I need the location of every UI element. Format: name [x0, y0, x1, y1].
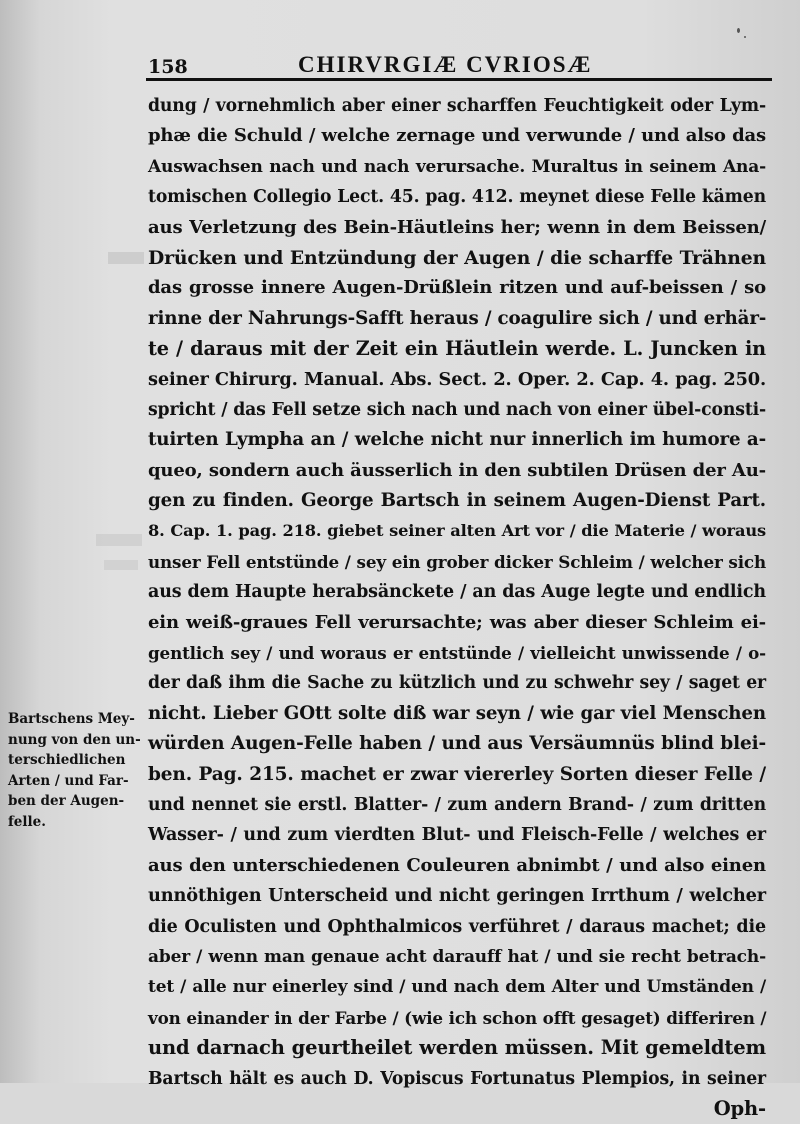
text-line: gen zu finden. George Bartsch in seinem Augen-Dienst Part. [148, 490, 766, 512]
text-line: unnöthigen Unterscheid und nicht geringen Irrthum / welcher [148, 885, 766, 907]
text-line: Bartsch hält es auch D. Vopiscus Fortunatus Plempios, in seiner [148, 1068, 766, 1089]
text-line: Oph- [713, 1096, 766, 1120]
marginal-note-line: Arten / und Far- [8, 772, 129, 789]
bleed-through-mark [104, 560, 138, 570]
body-text [148, 91, 766, 1124]
text-line: das grosse innere Augen-Drüßlein ritzen und auf-beissen / so [148, 277, 766, 299]
text-line: aus den unterschiedenen Couleuren abnimbt / und also einen [148, 854, 766, 876]
marginal-note-line: ben der Augen- [8, 793, 125, 810]
text-line: seiner Chirurg. Manual. Abs. Sect. 2. Oper. 2. Cap. 4. pag. 250. [148, 368, 766, 390]
ink-speck [737, 28, 740, 33]
text-line: dung / vornehmlich aber einer scharffen Feuchtigkeit oder Lym- [148, 96, 766, 116]
running-title: CHIRVRGIÆ CVRIOSÆ [298, 52, 593, 77]
text-line: 8. Cap. 1. pag. 218. giebet seiner alten Art vor / die Materie / woraus [148, 521, 766, 541]
text-line: tuirten Lympha an / welche nicht nur innerlich im humore a- [148, 429, 766, 451]
text-line: die Oculisten und Ophthalmicos verführet / daraus machet; die [148, 916, 766, 937]
page-header [148, 48, 760, 78]
text-line: te / daraus mit der Zeit ein Häutlein werde. L. Juncken in [148, 337, 766, 361]
text-line: queo, sondern auch äusserlich in den subtilen Drüsen der Au- [148, 459, 766, 481]
ink-speck [744, 36, 746, 38]
text-line: Auswachsen nach und nach verursache. Muraltus in seinem Ana- [148, 156, 766, 177]
text-line: tomischen Collegio Lect. 45. pag. 412. meynet diese Felle kämen [148, 187, 766, 208]
page-number: 158 [148, 56, 188, 78]
text-line: aber / wenn man genaue acht darauff hat / und sie recht betrach- [148, 946, 766, 967]
text-line: und nennet sie erstl. Blatter- / zum andern Brand- / zum dritten [148, 794, 766, 815]
text-line: Wasser- / und zum vierdten Blut- und Fleisch-Felle / welches er [148, 825, 766, 846]
text-line: Drücken und Entzündung der Augen / die scharffe Trähnen [148, 246, 766, 269]
text-line: gentlich sey / und woraus er entstünde / vielleicht unwissende / o- [148, 643, 766, 664]
text-line: von einander in der Farbe / (wie ich schon offt gesaget) differiren / [148, 1007, 767, 1028]
text-line: unser Fell entstünde / sey ein grober dicker Schleim / welcher sich [148, 551, 766, 572]
text-line: phæ die Schuld / welche zernage und verwunde / und also das [148, 125, 766, 147]
marginal-note-line: terschiedlichen [8, 752, 126, 769]
text-line: rinne der Nahrungs-Safft heraus / coagulire sich / und erhär- [148, 307, 767, 329]
text-line: und darnach geurtheilet werden müssen. Mit gemeldtem [148, 1036, 766, 1060]
text-line: nicht. Lieber GOtt solte diß war seyn / wie gar viel Menschen [148, 702, 766, 724]
bleed-through-mark [96, 534, 142, 546]
text-line: spricht / das Fell setze sich nach und nach von einer übel-consti- [148, 399, 767, 420]
text-line: aus dem Haupte herabsänckete / an das Auge legte und endlich [148, 582, 766, 603]
marginal-note [8, 709, 148, 833]
text-line: aus Verletzung des Bein-Häutleins her; wenn in dem Beissen/ [148, 216, 766, 238]
header-rule [146, 78, 772, 81]
marginal-note-line: Bartschens Mey- [8, 711, 135, 727]
text-line: würden Augen-Felle haben / und aus Versäumnüs blind blei- [148, 733, 766, 755]
bleed-through-mark [108, 252, 144, 264]
text-line: tet / alle nur einerley sind / und nach dem Alter und Umständen / [148, 977, 766, 998]
text-line: der daß ihm die Sache zu kützlich und zu schwehr sey / saget er [148, 673, 766, 694]
text-line: ben. Pag. 215. machet er zwar viererley Sorten dieser Felle / [148, 763, 766, 785]
text-line: ein weiß-graues Fell verursachte; was aber dieser Schleim ei- [148, 611, 766, 633]
marginal-note-line: felle. [8, 813, 46, 830]
marginal-note-line: nung von den un- [8, 731, 141, 748]
